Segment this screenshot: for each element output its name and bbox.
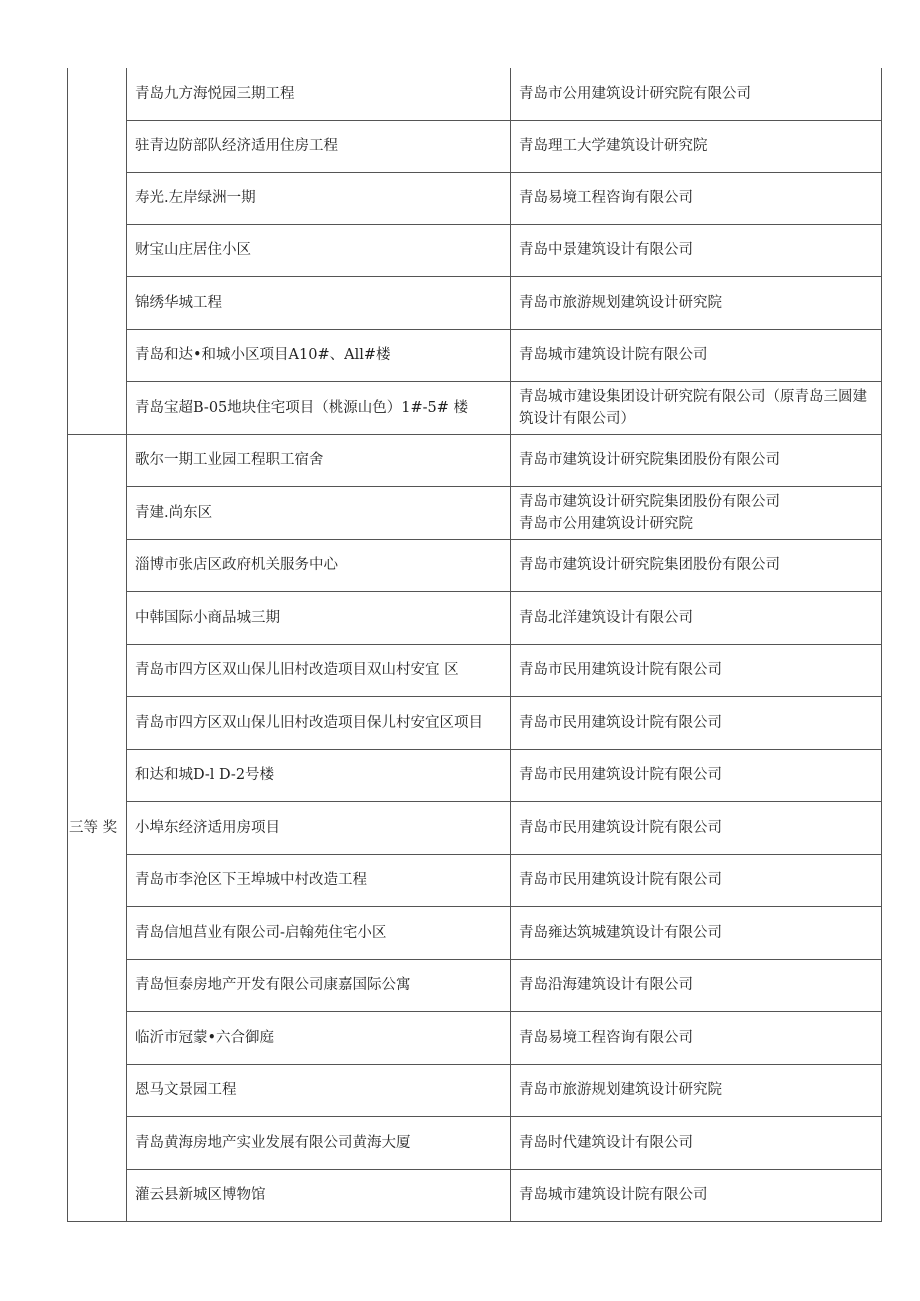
project-name-cell: 寿光.左岸绿洲一期 xyxy=(127,172,511,224)
design-institute-cell: 青岛市旅游规划建筑设计研究院 xyxy=(511,1064,882,1116)
table-row xyxy=(68,801,882,854)
table-row xyxy=(68,696,882,749)
project-name-cell: 青岛市四方区双山保儿旧村改造项目双山村安宜 区 xyxy=(127,644,511,696)
project-name-cell: 淄博市张店区政府机关服务中心 xyxy=(127,539,511,591)
design-institute-cell: 青岛沿海建筑设计有限公司 xyxy=(511,959,882,1011)
project-name-cell: 小埠东经济适用房项目 xyxy=(127,801,511,854)
project-name-cell: 青岛恒泰房地产开发有限公司康嘉国际公寓 xyxy=(127,959,511,1011)
design-institute-cell: 青岛理工大学建筑设计研究院 xyxy=(511,120,882,172)
table-row xyxy=(68,120,882,172)
table-row xyxy=(68,224,882,276)
design-institute-cell: 青岛北洋建筑设计有限公司 xyxy=(511,591,882,644)
design-institute-cell: 青岛市民用建筑设计院有限公司 xyxy=(511,854,882,906)
design-institute-cell: 青岛市建筑设计研究院集团股份有限公司 xyxy=(511,434,882,486)
design-institute-cell: 青岛易境工程咨询有限公司 xyxy=(511,1011,882,1064)
design-institute-cell: 青岛城市建筑设计院有限公司 xyxy=(511,329,882,381)
project-name-cell: 青岛黄海房地产实业发展有限公司黄海大厦 xyxy=(127,1116,511,1169)
table-row xyxy=(68,749,882,801)
award-level-cell xyxy=(68,434,127,1221)
table-row xyxy=(68,959,882,1011)
project-name-cell: 和达和城D-l D-2号楼 xyxy=(127,749,511,801)
design-institute-cell: 青岛易境工程咨询有限公司 xyxy=(511,172,882,224)
project-name-cell: 青岛九方海悦园三期工程 xyxy=(127,68,511,120)
project-name-cell: 青岛市四方区双山保儿旧村改造项目保儿村安宜区项目 xyxy=(127,696,511,749)
design-institute-cell: 青岛市建筑设计研究院集团股份有限公司 xyxy=(511,539,882,591)
design-institute-cell: 青岛城市建设集团设计研究院有限公司（原青岛三圆建筑设计有限公司） xyxy=(511,381,882,434)
project-name-cell: 青岛和达•和城小区项目A10#、All#楼 xyxy=(127,329,511,381)
table-row xyxy=(68,591,882,644)
table-row xyxy=(68,486,882,539)
table-row xyxy=(68,68,882,120)
table-row xyxy=(68,1064,882,1116)
project-name-cell: 中韩国际小商品城三期 xyxy=(127,591,511,644)
design-institute-cell: 青岛市民用建筑设计院有限公司 xyxy=(511,644,882,696)
project-name-cell: 青岛信旭莒业有限公司-启翰苑住宅小区 xyxy=(127,906,511,959)
project-name-cell: 青岛市李沧区下王埠城中村改造工程 xyxy=(127,854,511,906)
table-row xyxy=(68,906,882,959)
design-institute-cell: 青岛时代建筑设计有限公司 xyxy=(511,1116,882,1169)
project-name-cell: 恩马文景园工程 xyxy=(127,1064,511,1116)
project-name-cell: 青岛宝超B-05地块住宅项目（桃源山色）1#-5# 楼 xyxy=(127,381,511,434)
design-institute-line: 青岛市建筑设计研究院集团股份有限公司 xyxy=(519,493,780,510)
award-level-cell xyxy=(68,68,127,434)
design-institute-cell: 青岛中景建筑设计有限公司 xyxy=(511,224,882,276)
award-list-table xyxy=(67,68,882,1222)
project-name-cell: 财宝山庄居住小区 xyxy=(127,224,511,276)
design-institute-cell xyxy=(511,486,882,539)
table-row xyxy=(68,539,882,591)
table-row xyxy=(68,1116,882,1169)
project-name-cell: 歌尔一期工业园工程职工宿舍 xyxy=(127,434,511,486)
project-name-cell: 驻青边防部队经济适用住房工程 xyxy=(127,120,511,172)
table-row xyxy=(68,1169,882,1221)
design-institute-cell: 青岛市民用建筑设计院有限公司 xyxy=(511,801,882,854)
project-name-cell: 临沂市冠蒙•六合御庭 xyxy=(127,1011,511,1064)
table-row xyxy=(68,329,882,381)
project-name-cell: 锦绣华城工程 xyxy=(127,276,511,329)
table-row xyxy=(68,172,882,224)
design-institute-cell: 青岛雍达筑城建筑设计有限公司 xyxy=(511,906,882,959)
table-row xyxy=(68,276,882,329)
project-name-cell: 青建.尚东区 xyxy=(127,486,511,539)
table-row xyxy=(68,434,882,486)
design-institute-cell: 青岛市民用建筑设计院有限公司 xyxy=(511,749,882,801)
design-institute-line: 青岛市公用建筑设计研究院 xyxy=(519,515,693,532)
table-row xyxy=(68,644,882,696)
design-institute-cell: 青岛市旅游规划建筑设计研究院 xyxy=(511,276,882,329)
project-name-cell: 灌云县新城区博物馆 xyxy=(127,1169,511,1221)
table-row xyxy=(68,1011,882,1064)
design-institute-cell: 青岛市公用建筑设计研究院有限公司 xyxy=(511,68,882,120)
design-institute-cell: 青岛城市建筑设计院有限公司 xyxy=(511,1169,882,1221)
table-row xyxy=(68,381,882,434)
table-row xyxy=(68,854,882,906)
award-level-label: 三等 奖 xyxy=(69,819,118,836)
design-institute-cell: 青岛市民用建筑设计院有限公司 xyxy=(511,696,882,749)
